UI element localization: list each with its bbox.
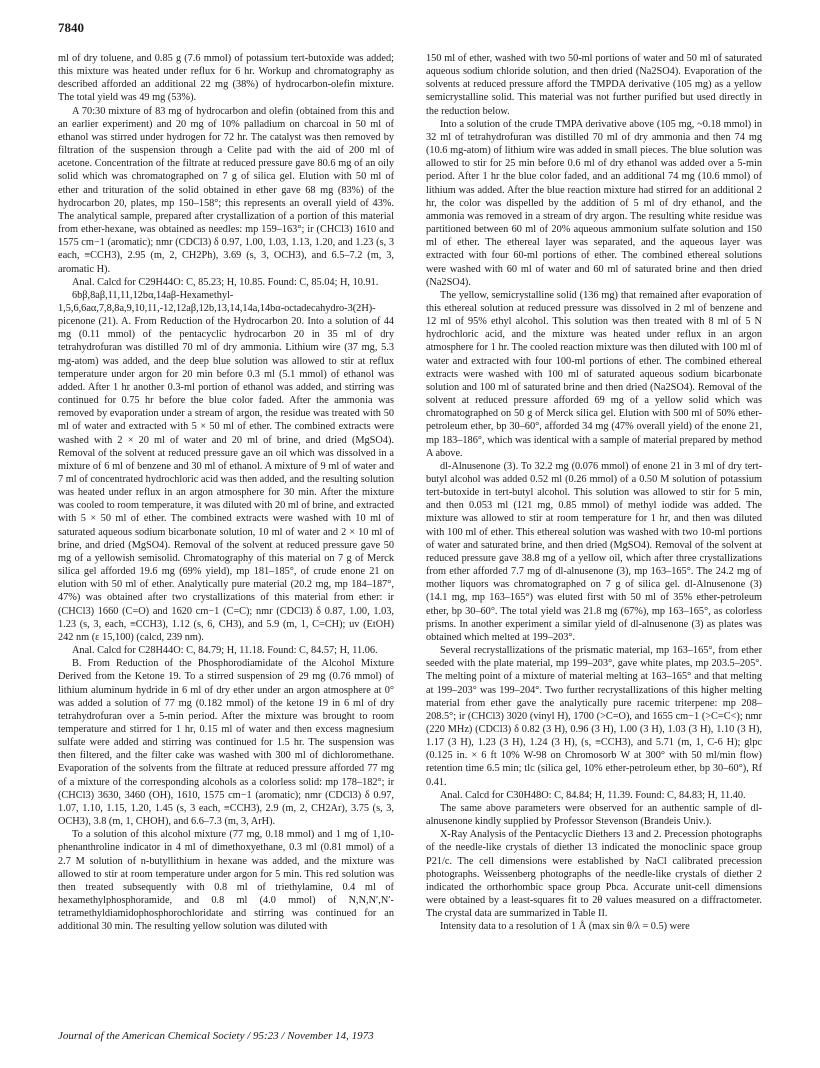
paragraph: Intensity data to a resolution of 1 Å (max sin θ/λ = 0.5) were <box>440 921 690 933</box>
paragraph: A 70:30 mixture of 83 mg of hydrocarbon and olefin (obtained from this and an earlier experiment) and 20 mg of 10% palladium on charcoal in 50 ml of ethanol was stirred under hydrogen for 72 hr. The catalyst was then removed by filtration of the suspension through a Celite pad with the aid of 200 ml of acetone. Concentration of the filtrate at reduced pressure gave 80.6 mg of an oily solid which was chromatographed on 7 g of silica gel. Elution with 50 ml of ether and trituration of the solid obtained in ether gave 68 mg (83%) of the hydrocarbon 20, plates, mp 150–158°; this represents an overall yield of 43%. The analytical sample, prepared after crystallization of a portion of this material from ether-hexane, was obtained as needles: mp 159–163°; ir (CHCl3) 1610 and 1575 cm−1 (aromatic); nmr (CDCl3) δ 0.97, 1.00, 1.03, 1.13, 1.20, and 1.23 (s, 3 each, ≡CCH3), 2.95 (m, 2, CH2Ph), 3.69 (s, 3, OCH3), and 6.5–7.2 (m, 3, aromatic H). <box>58 105 394 275</box>
paragraph: dl-Alnusenone (3). To 32.2 mg (0.076 mmol) of enone 21 in 3 ml of dry tert-butyl alcohol was added 0.52 ml (0.26 mmol) of a 0.50 M solution of potassium tert-butoxide in tert-butyl alcohol. This solution was allowed to stir for 5 min, and then 0.053 ml (121 mg, 0.85 mmol) of methyl iodide was added. The mixture was allowed to stir at room temperature for 1 hr, and then was diluted with 100 ml of ether. This ethereal solution was washed with two 10-ml portions of water and saturated brine, and then dried (MgSO4). Removal of the solvent at reduced pressure gave 38.8 mg of a yellow oil, which after three crystallizations from ether afforded 7.7 mg of dl-alnusenone (3), mp 163–165°. The 24.2 mg of mother liquors was chromatographed on 7 g of silica gel. dl-Alnusenone (3) (14.1 mg, mp 163–165°) was eluted first with 50 ml of 35% ether-petroleum ether, bp 30–60°. The total yield was 21.8 mg (67%), mp 163–165°, as colorless prisms. In another experiment a similar yield of dl-alnusenone (3) as plates was obtained which melted at 199–203°. <box>426 460 762 643</box>
paragraph: X-Ray Analysis of the Pentacyclic Diethers 13 and 2. Precession photographs of the needle-like crystals of diether 13 indicated the monoclinic space group P21/c. The cell dimensions were established by NaCl calibrated precession photographs. Weissenberg photographs of the needle-like crystals of diether 2 indicated the orthorhombic space group Pbca. Accurate unit-cell dimensions were obtained by a least-squares fit to 2θ values measured on a diffractometer. The crystal data are summarized in Table II. <box>426 829 762 920</box>
paragraph: ml of dry toluene, and 0.85 g (7.6 mmol) of potassium tert-butoxide was added; this mixture was heated under reflux for 6 hr. Workup and chromatography as described afforded an additional 22 mg (38%) of hydrocarbon-olefin mixture. The total yield was 49 mg (53%). <box>58 53 394 104</box>
journal-footer: Journal of the American Chemical Society / 95:23 / November 14, 1973 <box>58 1030 374 1042</box>
left-column <box>58 52 394 933</box>
page-number: 7840 <box>58 20 84 35</box>
paragraph: Into a solution of the crude TMPA derivative above (105 mg, ~0.18 mmol) in 32 ml of tetrahydrofuran was distilled 70 ml of dry ammonia and then 74 mg (10.6 mg-atom) of lithium wire was added in small pieces. The blue solution was allowed to stir for 25 min before 0.6 ml of dry ethanol was added over a 5-min period. After 1 hr the blue color faded, and an additional 74 mg (10.6 mmol) of lithium was added. After the blue reaction mixture had stirred for an additional 2 hr, the color was dispelled by the addition of 5 ml of dry ethanol, and the ammonia was removed in a stream of dry argon. The resulting white residue was partitioned between 60 ml of 20% aqueous ammonium sulfate solution and 150 ml of ether. The ethereal layer was separated, and the aqueous layer was extracted with four 60-ml portions of ether. The combined ethereal solutions were washed with 60 ml of water and 60 ml of saturated brine and then dried (Na2SO4). <box>426 118 762 288</box>
paragraph: 150 ml of ether, washed with two 50-ml portions of water and 50 ml of saturated aqueous sodium chloride solution, and then dried (Na2SO4). Evaporation of the solvents at reduced pressure afford the TMPDA derivative (105 mg) as a yellow semicrystalline solid. This material was not further purified but used directly in the reduction below. <box>426 53 762 117</box>
paragraph: The same above parameters were observed for an authentic sample of dl-alnusenone kindly supplied by Professor Stevenson (Brandeis Univ.). <box>426 802 762 828</box>
paragraph: Anal. Calcd for C29H44O: C, 85.23; H, 10.85. Found: C, 85.04; H, 10.91. <box>72 276 379 288</box>
paragraph: 6bβ,8aβ,11,11,12bα,14aβ-Hexamethyl-1,5,6,6aα,7,8,8a,9,10,11,-12,12aβ,12b,13,14,14a,14bα-octadecahydro-3(2H)-picenone (21). A. From Reduction of the Hydrocarbon 20. Into a solution of 44 mg (0.11 mmol) of the pentacyclic hydrocarbon 20 in 35 ml of dry tetrahydrofuran was distilled 70 ml of dry ammonia. Lithium wire (37 mg, 5.3 mg-atom) was added, and the deep blue solution was allowed to stir at reflux temperature under argon for 20 min before 0.3 ml (5.1 mmol) of ethanol was added. After 1 hr another 0.3-ml portion of ethanol was added, and stirring was continued for 0.75 hr before the blue color faded. After the ammonia was removed by evaporation under a stream of argon, the residue was treated with 50 ml of water and extracted with 5 × 50 ml of ether. The combined extracts were washed with 2 × 20 ml of water and 20 ml of brine, and dried (MgSO4). Removal of the solvent at reduced pressure gave an oil which was dissolved in a mixture of 6 ml of benzene and 30 ml of ethanol. A mixture of 9 ml of water and 7 ml of concentrated hydrochloric acid was then added, and the resulting solution was heated under reflux in an argon atmosphere for 30 min. After the mixture was cooled to room temperature, it was diluted with 20 ml of brine, and extracted with 5 × 50 ml of ether. The combined extracts were washed with 10 ml of saturated aqueous sodium bicarbonate solution, 10 ml of water and 2 × 10 ml of brine, and dried (MgSO4). Removal of the solvent at reduced pressure gave 50 mg of a yellowish semisolid. Chromatography of this material on 7 g of Merck silica gel afforded 19.6 mg (69% yield), mp 181–185°, of crude enone 21 on elution with 50 ml of ether. Analytically pure material (20.2 mg, mp 184–187°, 47%) was obtained after two crystallizations of this material from ether: ir (CHCl3) 1660 (C=O) and 1620 cm−1 (C=C); nmr (CDCl3) δ 0.87, 1.00, 1.03, 1.23 (s, 3, each, ≡CCH3), 1.12 (s, 6, CH3), and 5.9 (m, 1, C=CH); uv (EtOH) 242 nm (ε 15,100) (calcd, 239 nm). <box>58 289 394 643</box>
paragraph: Anal. Calcd for C30H48O: C, 84.84; H, 11.39. Found: C, 84.83; H, 11.40. <box>440 789 746 801</box>
paragraph: Several recrystallizations of the prismatic material, mp 163–165°, from ether seeded with the plate material, mp 199–203°, gave white plates, mp 203.5–205°. The melting point of a mixture of material melting at 163–165° and that melting at 199–203° was 199–204°. Two further recrystallizations of this higher melting material from ether gave the analytically pure racemic triterpene: mp 208–208.5°; ir (CHCl3) 3020 (vinyl H), 1700 (>C=O), and 1655 cm−1 (>C=C<); nmr (220 MHz) (CDCl3) δ 0.82 (3 H), 0.96 (3 H), 1.00 (3 H), 1.03 (3 H), 1.10 (3 H), 1.17 (3 H), 1.23 (3 H), 1.24 (3 H), (s, ≡CCH3), and 5.71 (m, 1, C-6 H); glpc (0.125 in. × 6 ft 10% W-98 on Chromosorb W at 300° with 50 ml/min flow) retention time 6.5 min; tlc (silica gel, 10% ether-petroleum ether, bp 30–60°), Rf 0.41. <box>426 645 762 788</box>
paragraph: To a solution of this alcohol mixture (77 mg, 0.18 mmol) and 1 mg of 1,10-phenanthroline indicator in 4 ml of dimethoxyethane, 0.3 ml (0.81 mmol) of a 2.7 M solution of n-butyllithium in hexane was added, and the mixture was allowed to stir at room temperature under argon for 5 min. This red solution was then treated subsequently with 0.8 ml of triethylamine, 0.4 ml of hexamethylphosphoramide, and 0.8 ml (4.0 mmol) of N,N,N′,N′-tetramethyldiamidophosphorochloridate and stirring was continued for an additional 30 min. The resulting yellow solution was diluted with <box>58 829 394 933</box>
paragraph: The yellow, semicrystalline solid (136 mg) that remained after evaporation of this ethereal solution at reduced pressure was dissolved in 2 ml of benzene and 12 ml of 95% ethyl alcohol. This solution was then treated with 8 ml of 5 N hydrochloric acid, and the mixture was heated under reflux in an argon atmosphere for 1 hr. The cooled reaction mixture was then diluted with 100 ml of water and extracted with four 100-ml portions of ether. The combined ethereal extracts were washed with 100 ml of saturated aqueous sodium bicarbonate solution and 100 ml of saturated brine and then dried (Na2SO4). Removal of the solvent at reduced pressure afforded 69 mg of a yellow solid which was chromatographed on 50 g of Merck silica gel. Elution with 500 ml of 50% ether-petroleum ether, bp 30–60°, afforded 34 mg (47% overall yield) of the enone 21, mp 183–186°, which was identical with a sample of material prepared by method A above. <box>426 289 762 459</box>
paragraph: B. From Reduction of the Phosphorodiamidate of the Alcohol Mixture Derived from the Ketone 19. To a stirred suspension of 29 mg (0.76 mmol) of lithium aluminum hydride in 6 ml of dry ether under an argon atmosphere at 0° was added a solution of 77 mg (0.182 mmol) of the ketone 19 in 6 ml of dry tetrahydrofuran over a 5-min period. After the mixture was brought to room temperature and stirred for 1 hr, 0.15 ml of water and then excess magnesium sulfate were added and stirring was continued for 1.5 hr. The suspension was then filtered, and the filter cake was washed with 300 ml of dichloromethane. Evaporation of the solvents from the filtrate at reduced pressure afforded 77 mg of a mixture of the corresponding alcohols as a colorless solid: mp 178–182°; ir (CHCl3) 3630, 3460 (OH), 1610, 1575 cm−1 (aromatic); nmr (CDCl3) δ 0.97, 1.07, 1.10, 1.15, 1.20, 1.45 (s, 3 each, ≡CCH3), 2.9 (m, 2, CH2Ar), 3.75 (s, 3, OCH3), 3.8 (m, 1, CHOH), and 6.6–7.3 (m, 3, ArH). <box>58 658 394 828</box>
paragraph: Anal. Calcd for C28H44O: C, 84.79; H, 11.18. Found: C, 84.57; H, 11.06. <box>72 645 378 657</box>
right-column <box>426 52 762 933</box>
